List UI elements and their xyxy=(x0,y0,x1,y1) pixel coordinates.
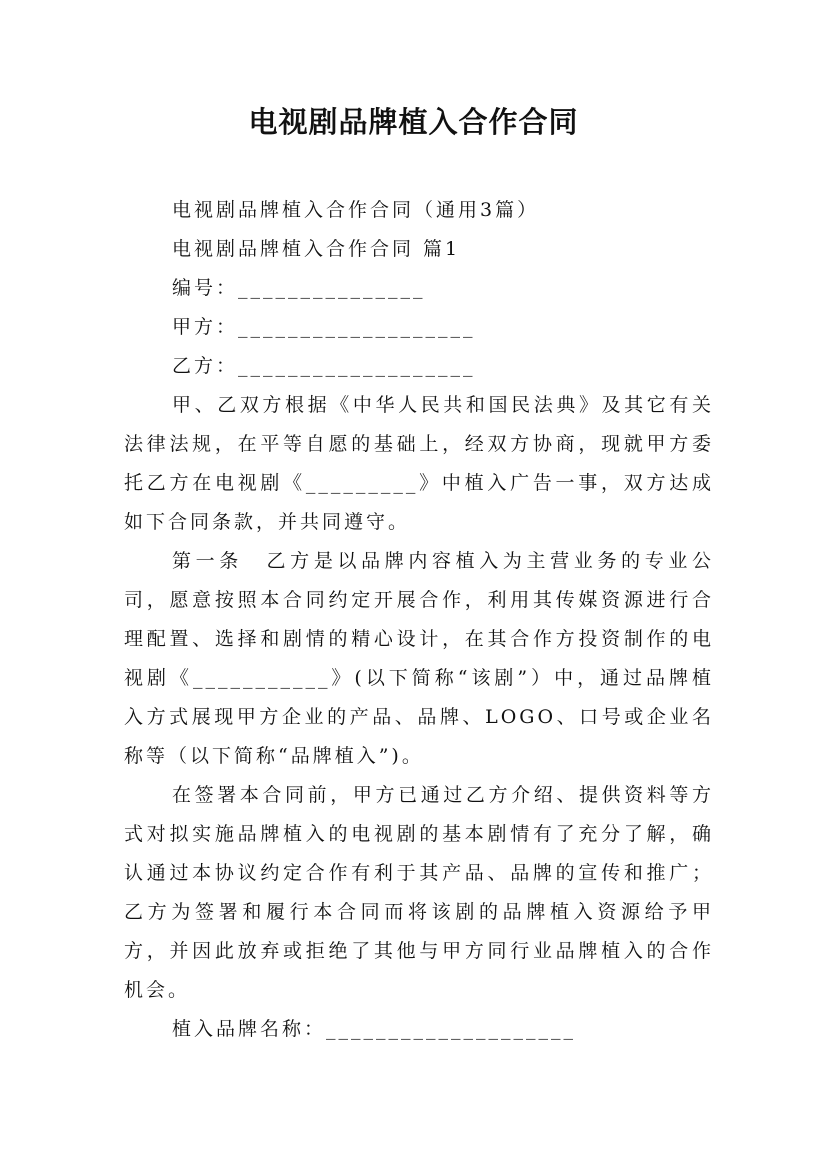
document-body xyxy=(124,191,714,1049)
pre-signing-paragraph: 在签署本合同前，甲方已通过乙方介绍、提供资料等方式对拟实施品牌植入的电视剧的基本剧情有了充分了解，确认通过本协议约定合作有利于其产品、品牌的宣传和推广；乙方为签署和履行本合同而将该剧的品牌植入资源给予甲方，并因此放弃或拒绝了其他与甲方同行业品牌植入的合作机会。 xyxy=(124,784,714,1001)
subtitle-line: 电视剧品牌植入合作合同（通用3篇） xyxy=(172,199,540,221)
brand-name-line: 植入品牌名称：____________________ xyxy=(172,1018,577,1040)
section-heading: 电视剧品牌植入合作合同 篇1 xyxy=(172,238,461,260)
preamble-paragraph: 甲、乙双方根据《中华人民共和国民法典》及其它有关法律法规，在平等自愿的基础上，经双方协商，现就甲方委托乙方在电视剧《_________》中植入广告一事，双方达成如下合同条款，并共同遵守。 xyxy=(124,394,714,533)
party-a-line: 甲方：___________________ xyxy=(172,316,476,338)
party-b-line: 乙方：___________________ xyxy=(172,355,476,377)
article-one-paragraph: 第一条 乙方是以品牌内容植入为主营业务的专业公司，愿意按照本合同约定开展合作，利用其传媒资源进行合理配置、选择和剧情的精心设计，在其合作方投资制作的电视剧《___________》(以下简称“该剧”）中，通过品牌植入方式展现甲方企业的产品、品牌、LOGO、口号或企业名称等（以下简称“品牌植入”)。 xyxy=(124,550,714,767)
contract-number-line: 编号：_______________ xyxy=(172,277,426,299)
document-title: 电视剧品牌植入合作合同 xyxy=(248,105,579,139)
